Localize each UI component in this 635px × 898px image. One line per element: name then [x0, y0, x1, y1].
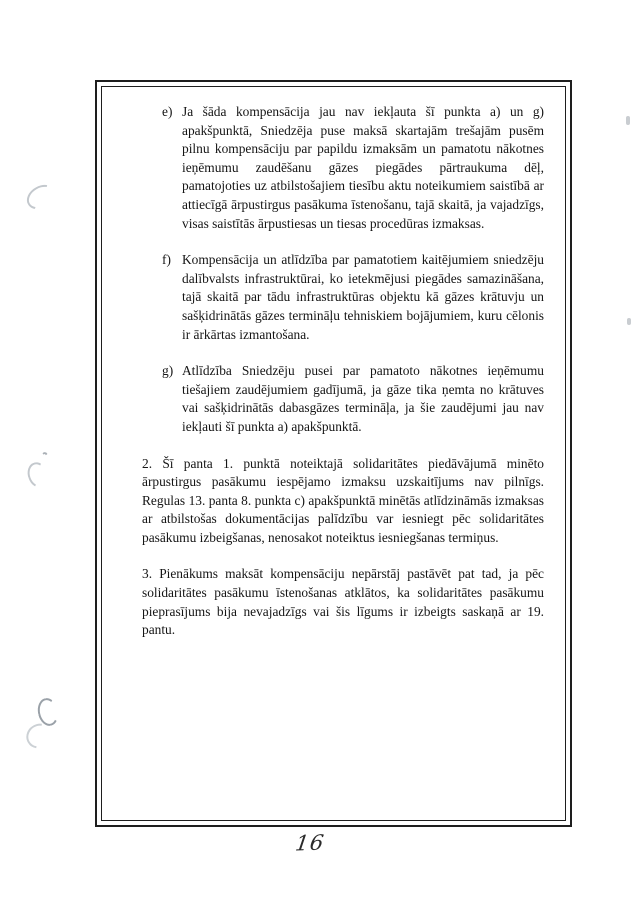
page-inner-frame — [101, 86, 566, 821]
list-item-text: Ja šāda kompensācija jau nav iekļauta šī punkta a) un g) apakšpunktā, Sniedzēja puse maksā skartajām trešajām pusēm pilnu kompensāciju par papildu izmaksām un pamatotu nākotnes ieņēmumu zaudēšanu gāzes piegādes pārtraukuma dēļ, pamatojoties uz atbilstošajiem tiesību aktu noteikumiem saistībā ar attiecīgā ārpustirgus pasākuma īstenošanu, tajā skaitā, ja vajadzīgs, visas saistītās ārpustiesas un tiesas procedūras izmaksas. — [182, 104, 544, 231]
page-border-frame — [95, 80, 572, 827]
list-item-e — [162, 103, 544, 233]
paragraph-2: 2. Šī panta 1. punktā noteiktajā solidaritātes piedāvājumā minēto ārpustirgus pasākumu iespējamo izmaksu uzskaitījums nav pilnīgs. Regulas 13. panta 8. punkta c) apakšpunktā minētās atlīdzināmās izmaksas ar atbilstošas dokumentācijas palīdzību var iesniegt pēc solidaritātes pasākumu izbeigšanas, nenosakot noteiktus iesniegšanas termiņus. — [142, 455, 544, 545]
scan-speck — [627, 318, 631, 325]
scan-speck — [626, 116, 630, 125]
scan-pen-mark — [24, 459, 52, 490]
paragraph-3: 3. Pienākums maksāt kompensāciju nepārstāj pastāvēt pat tad, ja pēc solidaritātes pasākumu īstenošanas atklātos, ka solidaritātes pasākumu pieprasījums bija nevajadzīgs vai šis līgums ir izbeigts saskaņā ar 19. pantu. — [142, 566, 544, 638]
scan-pen-mark — [23, 180, 60, 214]
list-item-text: Atlīdzība Sniedzēju pusei par pamatoto nākotnes ieņēmumu tiešajiem zaudējumiem gadījumā, ja gāze tika ņemta no krātuves vai sašķidrinātās dabasgāzes termināļa, ja šie zaudējumi jau nav iekļauti šī punkta a) apakšpunktā. — [182, 363, 544, 434]
list-item-label: g) — [162, 363, 174, 379]
list-item-label: f) — [162, 252, 171, 268]
list-item-f — [162, 251, 544, 344]
page-number: 16 — [293, 830, 327, 856]
list-item-text: Kompensācija un atlīdzība par pamatotiem kaitējumiem sniedzēju dalībvalsts infrastruktūrai, ko ietekmējusi piegādes samazināšana, tajā skaitā par tādu infrastruktūras objektu kā gāzes krātuvju un sašķidrinātās gāzes termināļu tehniskiem bojājumiem, kuru cēlonis ir ārkārtas izmantošana. — [182, 252, 544, 342]
scan-pen-mark — [35, 696, 60, 728]
list-item-g — [162, 362, 544, 436]
scan-pen-mark — [39, 451, 49, 466]
list-item-label: e) — [162, 104, 173, 119]
document-body — [142, 103, 544, 640]
scan-pen-mark — [21, 719, 56, 754]
